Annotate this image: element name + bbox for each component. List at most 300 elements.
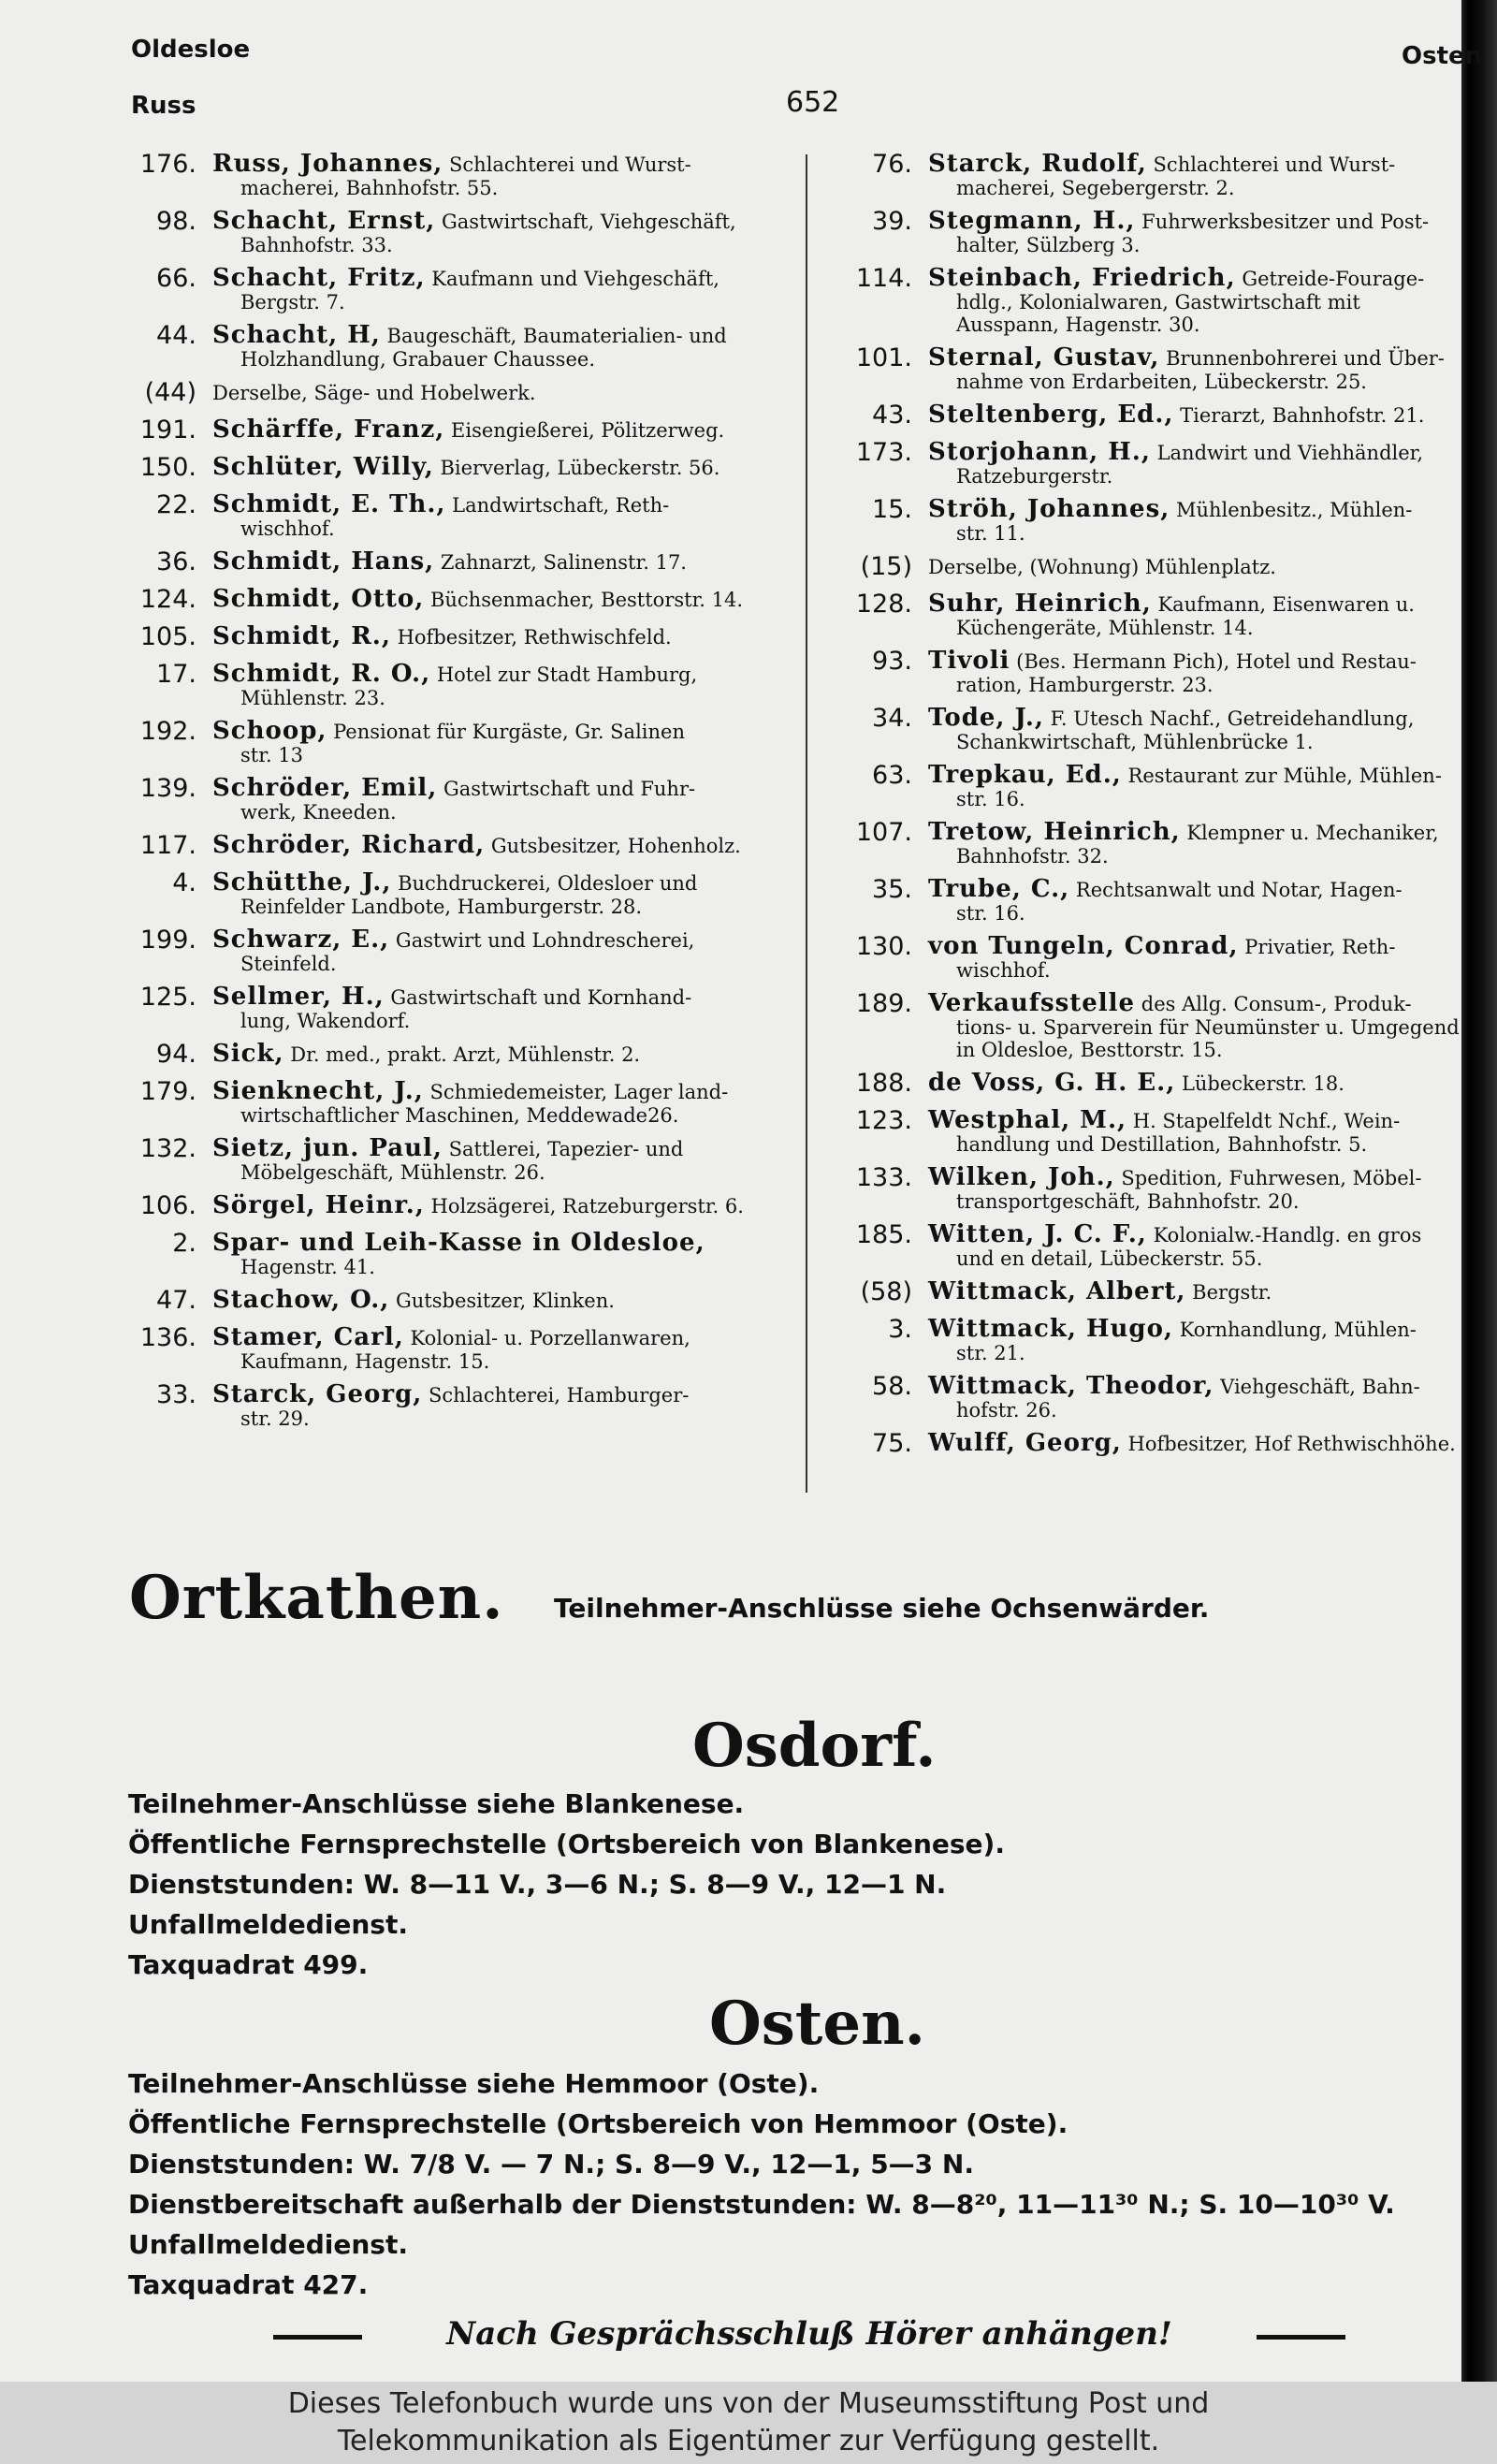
- entry-line: [928, 1372, 1464, 1402]
- entry-name: Tode, J.,: [928, 704, 1044, 732]
- entry-name: Schwarz, E.,: [212, 926, 390, 954]
- osdorf-info: [128, 1784, 1005, 1985]
- entry-details-continued: str. 16.: [956, 902, 1025, 925]
- entry-number: 22.: [156, 490, 196, 519]
- entry-line: [928, 207, 1464, 237]
- entry-number: 128.: [855, 590, 912, 619]
- entry-details-continued: hofstr. 26.: [956, 1399, 1057, 1422]
- entry-details: Gastwirtschaft, Viehgeschäft,: [442, 211, 736, 233]
- entry-line: [928, 875, 1464, 905]
- entry-details-continued: wischhof.: [240, 518, 335, 540]
- osdorf-line: Unfallmeldedienst.: [128, 1909, 408, 1940]
- credit-line-2: Telekommunikation als Eigentümer zur Verfügung gestellt.: [337, 2425, 1160, 2457]
- entry-name: Suhr, Heinrich,: [928, 590, 1152, 618]
- entry-number: 176.: [139, 150, 196, 179]
- entry-details-continued: macherei, Segebergerstr. 2.: [956, 177, 1235, 199]
- directory-entry: [122, 1286, 791, 1316]
- entry-line: [212, 1134, 791, 1164]
- entry-number: 125.: [139, 983, 196, 1012]
- entry-details: Büchsenmacher, Besttorstr. 14.: [429, 589, 744, 611]
- entry-name: Schlüter, Willy,: [212, 453, 434, 481]
- entry-number: 130.: [855, 932, 912, 961]
- directory-entry: [837, 1163, 1464, 1213]
- entry-line: [212, 1286, 791, 1316]
- footer-motto: Nach Gesprächsschluß Hörer anhängen!: [446, 2315, 1172, 2353]
- entry-details: Schlachterei, Hamburger-: [429, 1384, 690, 1407]
- entry-name: Schmidt, R.,: [212, 622, 391, 650]
- entry-line: [212, 1040, 791, 1070]
- entry-number: 132.: [139, 1134, 196, 1163]
- entry-number: (58): [860, 1277, 912, 1306]
- entry-details: Pensionat für Kurgäste, Gr. Salinen: [333, 721, 685, 743]
- directory-entry: [837, 1372, 1464, 1422]
- directory-entry: [837, 647, 1464, 696]
- entry-details-continued: wirtschaftlicher Maschinen, Meddewade26.: [240, 1104, 679, 1127]
- entry-number: 4.: [172, 868, 196, 897]
- directory-entry: [837, 207, 1464, 256]
- entry-number: 191.: [139, 416, 196, 445]
- entry-number: 136.: [139, 1323, 196, 1352]
- entry-line: [928, 401, 1464, 430]
- entry-number: 179.: [139, 1077, 196, 1106]
- entry-details: Bergstr.: [1192, 1281, 1272, 1304]
- osten-line: Unfallmeldedienst.: [128, 2229, 408, 2260]
- directory-entry: [122, 717, 791, 766]
- entry-number: 58.: [872, 1372, 912, 1401]
- entry-name: Wittmack, Albert,: [928, 1277, 1186, 1305]
- section-title-ortkathen: Ortkathen.: [129, 1563, 504, 1633]
- entry-number: 98.: [156, 207, 196, 236]
- directory-entry: [837, 590, 1464, 639]
- entry-name: Schröder, Emil,: [212, 774, 438, 802]
- entry-number: 66.: [156, 264, 196, 293]
- entry-details: Hofbesitzer, Hof Rethwischhöhe.: [1127, 1433, 1456, 1455]
- entry-line: [212, 490, 791, 520]
- entry-details-continued: transportgeschäft, Bahnhofstr. 20.: [956, 1190, 1300, 1213]
- entry-details: Dr. med., prakt. Arzt, Mühlenstr. 2.: [290, 1043, 641, 1066]
- entry-details: Fuhrwerksbesitzer und Post-: [1141, 211, 1430, 233]
- entry-details: Buchdruckerei, Oldesloer und: [398, 872, 698, 895]
- entry-name: Stachow, O.,: [212, 1286, 390, 1314]
- entry-number: 105.: [139, 622, 196, 651]
- footer-rule-left: [273, 2335, 362, 2340]
- entry-name: Ströh, Johannes,: [928, 495, 1170, 523]
- entry-line: [212, 622, 791, 652]
- column-divider: [806, 154, 807, 1493]
- entry-name: Schmidt, Otto,: [212, 585, 425, 613]
- header-first-name: Russ: [131, 92, 196, 120]
- osdorf-line: Teilnehmer-Anschlüsse siehe Blankenese.: [128, 1788, 745, 1819]
- entry-name: Westphal, M.,: [928, 1106, 1127, 1134]
- osdorf-line: Taxquadrat 499.: [128, 1949, 369, 1980]
- entry-details: Eisengießerei, Pölitzerweg.: [451, 419, 725, 442]
- entry-details-continued: Hagenstr. 41.: [240, 1256, 375, 1278]
- entry-line: [928, 438, 1464, 468]
- directory-entry: [122, 868, 791, 918]
- entry-line: [928, 552, 1464, 582]
- entry-number: 199.: [139, 926, 196, 955]
- ortkathen-note: Teilnehmer-Anschlüsse siehe Ochsenwärder.: [554, 1593, 1210, 1624]
- entry-line: [212, 774, 791, 804]
- osten-line: Teilnehmer-Anschlüsse siehe Hemmoor (Oste).: [128, 2068, 820, 2099]
- entry-details-continued: halter, Sülzberg 3.: [956, 234, 1141, 256]
- entry-line: [212, 1380, 791, 1410]
- entry-number: 35.: [872, 875, 912, 904]
- entry-name: Schoop,: [212, 717, 327, 745]
- entry-line: [928, 818, 1464, 848]
- entry-name: Schröder, Richard,: [212, 831, 486, 859]
- entry-name: Sienknecht, J.,: [212, 1077, 424, 1105]
- entry-number: 36.: [156, 547, 196, 576]
- entry-details-continued: hdlg., Kolonialwaren, Gastwirtschaft mit Ausspann, Hagenstr. 30.: [956, 291, 1360, 336]
- entry-name: Witten, J. C. F.,: [928, 1220, 1147, 1248]
- entry-line: [928, 1429, 1464, 1459]
- entry-name: Tivoli: [928, 647, 1010, 675]
- entry-details-continued: Möbelgeschäft, Mühlenstr. 26.: [240, 1161, 545, 1184]
- osten-line: Taxquadrat 427.: [128, 2269, 369, 2300]
- entry-line: [212, 1077, 791, 1107]
- entry-details-continued: str. 11.: [956, 522, 1025, 545]
- entry-details-continued: Schankwirtschaft, Mühlenbrücke 1.: [956, 731, 1314, 753]
- section-title-osten: Osten.: [709, 1989, 925, 2059]
- entry-name: Schärffe, Franz,: [212, 416, 445, 444]
- entry-details-continued: nahme von Erdarbeiten, Lübeckerstr. 25.: [956, 371, 1367, 393]
- entry-name: Wilken, Joh.,: [928, 1163, 1115, 1191]
- entry-details: Brunnenbohrerei und Über-: [1166, 347, 1445, 370]
- directory-entry: [122, 622, 791, 652]
- entry-line: [212, 868, 791, 898]
- directory-entry: [122, 490, 791, 540]
- directory-entry: [122, 1229, 791, 1278]
- entry-details: des Allg. Consum-, Produk-: [1141, 993, 1412, 1015]
- entry-line: [928, 932, 1464, 962]
- entry-details: Zahnarzt, Salinenstr. 17.: [440, 551, 687, 574]
- entry-number: 15.: [872, 495, 912, 524]
- entry-line: [928, 1315, 1464, 1345]
- entry-name: Schmidt, E. Th.,: [212, 490, 446, 518]
- entry-number: 150.: [139, 453, 196, 482]
- header-place: Oldesloe: [131, 36, 251, 64]
- entry-details: Gastwirtschaft und Fuhr-: [443, 778, 696, 800]
- directory-entry: [122, 1134, 791, 1184]
- entry-line: [212, 1191, 791, 1221]
- entry-number: 63.: [872, 761, 912, 790]
- entry-details: Bierverlag, Lübeckerstr. 56.: [440, 457, 720, 479]
- directory-entry: [837, 1429, 1464, 1459]
- entry-number: 107.: [855, 818, 912, 847]
- entry-details-continued: tions- u. Sparverein für Neumünster u. Umgegend in Oldesloe, Besttorstr. 15.: [956, 1016, 1460, 1061]
- directory-entry: [837, 1277, 1464, 1307]
- entry-details: Kolonialw.-Handlg. en gros: [1153, 1224, 1422, 1247]
- directory-entry: [122, 660, 791, 709]
- osten-line: Öffentliche Fernsprechstelle (Ortsbereich von Hemmoor (Oste).: [128, 2108, 1068, 2139]
- entry-number: 185.: [855, 1220, 912, 1249]
- directory-entry: [837, 438, 1464, 488]
- directory-entry: [122, 321, 791, 371]
- entry-details: Spedition, Fuhrwesen, Möbel-: [1121, 1167, 1422, 1189]
- entry-number: 173.: [855, 438, 912, 467]
- entry-name: Schütthe, J.,: [212, 868, 392, 897]
- entry-details: Schlachterei und Wurst-: [449, 153, 691, 176]
- entry-details: Holzsägerei, Ratzeburgerstr. 6.: [430, 1195, 744, 1217]
- entry-details-continued: Holzhandlung, Grabauer Chaussee.: [240, 348, 595, 371]
- directory-entry: [837, 1315, 1464, 1364]
- entry-details-continued: Küchengeräte, Mühlenstr. 14.: [956, 617, 1254, 639]
- entry-details-continued: lung, Wakendorf.: [240, 1010, 411, 1032]
- directory-entry: [837, 875, 1464, 925]
- osten-line: Dienstbereitschaft außerhalb der Dienststunden: W. 8—8²⁰, 11—11³⁰ N.; S. 10—10³⁰ V.: [128, 2189, 1395, 2220]
- directory-entry: [122, 1040, 791, 1070]
- entry-details-continued: str. 16.: [956, 788, 1025, 810]
- credit-banner: [0, 2382, 1497, 2464]
- entry-details: Klempner u. Mechaniker,: [1186, 822, 1439, 844]
- entry-line: [212, 926, 791, 955]
- directory-entry: [837, 1106, 1464, 1156]
- entry-number: 33.: [156, 1380, 196, 1409]
- entry-details-continued: macherei, Bahnhofstr. 55.: [240, 177, 499, 199]
- directory-entry: [122, 1323, 791, 1373]
- entry-details: (Bes. Hermann Pich), Hotel und Restau-: [1016, 650, 1417, 673]
- directory-entry: [837, 264, 1464, 336]
- entry-details: Derselbe, Säge- und Hobelwerk.: [212, 382, 536, 404]
- entry-details-continued: handlung und Destillation, Bahnhofstr. 5.: [956, 1133, 1368, 1156]
- directory-entry: [122, 378, 791, 408]
- entry-details: Schlachterei und Wurst-: [1153, 153, 1396, 176]
- entry-line: [212, 453, 791, 483]
- entry-name: Sellmer, H.,: [212, 983, 385, 1011]
- entry-name: Stamer, Carl,: [212, 1323, 404, 1351]
- entry-line: [928, 1106, 1464, 1136]
- directory-entry: [122, 926, 791, 975]
- directory-entry: [837, 552, 1464, 582]
- entry-details-continued: str. 29.: [240, 1407, 310, 1430]
- entry-line: [928, 1163, 1464, 1193]
- directory-entry: [122, 831, 791, 861]
- entry-number: 106.: [139, 1191, 196, 1220]
- entry-number: 117.: [139, 831, 196, 860]
- directory-entry: [837, 1069, 1464, 1099]
- entry-name: Wulff, Georg,: [928, 1429, 1122, 1457]
- osten-line: Dienststunden: W. 7/8 V. — 7 N.; S. 8—9 V., 12—1, 5—3 N.: [128, 2149, 974, 2180]
- entry-details: Kolonial- u. Porzellanwaren,: [410, 1327, 690, 1349]
- entry-details-continued: und en detail, Lübeckerstr. 55.: [956, 1247, 1263, 1270]
- directory-entry: [837, 932, 1464, 982]
- entry-line: [928, 647, 1464, 677]
- directory-entry: [122, 547, 791, 577]
- entry-name: Schmidt, R. O.,: [212, 660, 431, 688]
- directory-entry: [122, 585, 791, 615]
- directory-entry: [122, 416, 791, 445]
- entry-details-continued: wischhof.: [956, 959, 1051, 982]
- entry-details: Tierarzt, Bahnhofstr. 21.: [1180, 404, 1425, 427]
- entry-number: (15): [860, 552, 912, 581]
- entry-number: 76.: [872, 150, 912, 179]
- entry-details: Rechtsanwalt und Notar, Hagen-: [1075, 879, 1403, 901]
- entry-details: Kaufmann, Eisenwaren u.: [1157, 593, 1415, 616]
- entry-name: Starck, Georg,: [212, 1380, 423, 1408]
- directory-entry: [837, 150, 1464, 199]
- entry-number: 192.: [139, 717, 196, 746]
- directory-entry: [122, 1191, 791, 1221]
- entry-details-continued: ration, Hamburgerstr. 23.: [956, 674, 1214, 696]
- directory-entry: [122, 1077, 791, 1127]
- entry-name: Sternal, Gustav,: [928, 343, 1160, 372]
- entry-name: Stegmann, H.,: [928, 207, 1136, 235]
- entry-details-continued: Mühlenstr. 23.: [240, 687, 385, 709]
- directory-entry: [122, 453, 791, 483]
- footer-rule-right: [1257, 2335, 1345, 2340]
- entry-details-continued: str. 21.: [956, 1342, 1025, 1364]
- directory-entry: [837, 1220, 1464, 1270]
- entry-details-continued: Bergstr. 7.: [240, 291, 345, 313]
- entry-number: 44.: [156, 321, 196, 350]
- entry-number: 94.: [156, 1040, 196, 1069]
- entry-details: Getreide-Fourage-: [1242, 268, 1425, 290]
- entry-details: Baugeschäft, Baumaterialien- und: [386, 325, 727, 347]
- osten-info: [128, 2063, 1395, 2305]
- entry-number: (44): [144, 378, 196, 407]
- entry-line: [928, 704, 1464, 734]
- entry-name: Trube, C.,: [928, 875, 1070, 903]
- entry-line: [928, 590, 1464, 620]
- directory-entry: [837, 818, 1464, 868]
- entry-line: [928, 264, 1464, 294]
- left-column: [122, 150, 791, 1437]
- directory-entry: [122, 264, 791, 313]
- entry-line: [212, 150, 791, 180]
- directory-entry: [122, 150, 791, 199]
- entry-number: 43.: [872, 401, 912, 430]
- entry-details: Kornhandlung, Mühlen-: [1179, 1319, 1417, 1341]
- directory-entry: [122, 1380, 791, 1430]
- section-title-osdorf: Osdorf.: [692, 1711, 937, 1781]
- entry-name: Steinbach, Friedrich,: [928, 264, 1236, 292]
- directory-entry: [837, 704, 1464, 753]
- entry-name: Schacht, H,: [212, 321, 381, 349]
- entry-name: Starck, Rudolf,: [928, 150, 1147, 178]
- entry-details: Gastwirtschaft und Kornhand-: [390, 986, 692, 1009]
- page-number: 652: [786, 86, 840, 119]
- entry-line: [212, 983, 791, 1013]
- entry-details: Restaurant zur Mühle, Mühlen-: [1127, 765, 1442, 787]
- entry-details: Schmiedemeister, Lager land-: [429, 1081, 729, 1103]
- entry-details: Hofbesitzer, Rethwischfeld.: [397, 626, 672, 649]
- entry-number: 75.: [872, 1429, 912, 1458]
- entry-number: 189.: [855, 989, 912, 1018]
- entry-details: F. Utesch Nachf., Getreidehandlung,: [1050, 707, 1415, 730]
- entry-line: [928, 150, 1464, 180]
- right-column: [837, 150, 1464, 1466]
- entry-name: de Voss, G. H. E.,: [928, 1069, 1176, 1097]
- entry-number: 39.: [872, 207, 912, 236]
- entry-line: [212, 585, 791, 615]
- entry-details: Lübeckerstr. 18.: [1181, 1072, 1344, 1095]
- entry-number: 2.: [172, 1229, 196, 1258]
- directory-entry: [122, 207, 791, 256]
- directory-entry: [837, 343, 1464, 393]
- entry-details: Gutsbesitzer, Hohenholz.: [490, 835, 741, 857]
- entry-line: [928, 343, 1464, 373]
- entry-details: Mühlenbesitz., Mühlen-: [1175, 499, 1413, 521]
- entry-name: Sietz, jun. Paul,: [212, 1134, 443, 1162]
- entry-details: Gastwirt und Lohndrescherei,: [395, 929, 695, 952]
- entry-details: Privatier, Reth-: [1244, 936, 1396, 958]
- entry-details: Landwirtschaft, Reth-: [452, 494, 670, 517]
- entry-details: Landwirt und Viehhändler,: [1156, 442, 1424, 464]
- entry-name: Sick,: [212, 1040, 284, 1068]
- entry-details: Derselbe, (Wohnung) Mühlenplatz.: [928, 556, 1276, 578]
- directory-entry: [122, 774, 791, 824]
- directory-entry: [837, 989, 1464, 1061]
- entry-line: [212, 416, 791, 445]
- entry-number: 133.: [855, 1163, 912, 1192]
- directory-entry: [837, 495, 1464, 545]
- entry-line: [212, 660, 791, 690]
- scan-edge-shadow: [1461, 0, 1497, 2382]
- entry-number: 114.: [855, 264, 912, 293]
- entry-details-continued: str. 13: [240, 744, 304, 766]
- entry-details-continued: Bahnhofstr. 33.: [240, 234, 393, 256]
- credit-line-1: Dieses Telefonbuch wurde uns von der Museumsstiftung Post und: [287, 2387, 1210, 2420]
- entry-number: 139.: [139, 774, 196, 803]
- entry-number: 3.: [888, 1315, 912, 1344]
- entry-line: [928, 495, 1464, 525]
- directory-entry: [837, 761, 1464, 810]
- entry-name: Verkaufsstelle: [928, 989, 1136, 1017]
- entry-name: Trepkau, Ed.,: [928, 761, 1122, 789]
- entry-name: Steltenberg, Ed.,: [928, 401, 1174, 429]
- entry-line: [212, 547, 791, 577]
- entry-details: Gutsbesitzer, Klinken.: [396, 1290, 615, 1312]
- header-next-place: Osten: [1402, 42, 1483, 70]
- entry-number: 123.: [855, 1106, 912, 1135]
- entry-name: Schacht, Fritz,: [212, 264, 426, 292]
- entry-name: Russ, Johannes,: [212, 150, 443, 178]
- entry-details-continued: Bahnhofstr. 32.: [956, 845, 1109, 868]
- entry-name: Spar- und Leih-Kasse in Oldesloe,: [212, 1229, 705, 1257]
- osdorf-line: Dienststunden: W. 8—11 V., 3—6 N.; S. 8—9 V., 12—1 N.: [128, 1869, 947, 1900]
- entry-name: Wittmack, Theodor,: [928, 1372, 1214, 1400]
- entry-details: H. Stapelfeldt Nchf., Wein-: [1132, 1110, 1401, 1132]
- entry-line: [212, 717, 791, 747]
- entry-name: Wittmack, Hugo,: [928, 1315, 1173, 1343]
- entry-details-continued: Steinfeld.: [240, 953, 337, 975]
- entry-number: 124.: [139, 585, 196, 614]
- entry-details: Hotel zur Stadt Hamburg,: [436, 663, 698, 686]
- directory-entry: [837, 401, 1464, 430]
- entry-details: Kaufmann und Viehgeschäft,: [431, 268, 719, 290]
- entry-line: [928, 1277, 1464, 1307]
- entry-line: [212, 1229, 791, 1259]
- entry-number: 101.: [855, 343, 912, 372]
- entry-name: Tretow, Heinrich,: [928, 818, 1181, 846]
- entry-line: [212, 321, 791, 351]
- entry-line: [212, 831, 791, 861]
- osdorf-line: Öffentliche Fernsprechstelle (Ortsbereich von Blankenese).: [128, 1829, 1005, 1859]
- entry-number: 188.: [855, 1069, 912, 1098]
- entry-number: 34.: [872, 704, 912, 733]
- entry-details-continued: Reinfelder Landbote, Hamburgerstr. 28.: [240, 896, 643, 918]
- entry-details-continued: werk, Kneeden.: [240, 801, 397, 824]
- entry-line: [212, 207, 791, 237]
- entry-name: Storjohann, H.,: [928, 438, 1151, 466]
- entry-name: von Tungeln, Conrad,: [928, 932, 1239, 960]
- entry-name: Sörgel, Heinr.,: [212, 1191, 425, 1219]
- entry-details-continued: Kaufmann, Hagenstr. 15.: [240, 1350, 490, 1373]
- entry-details: Viehgeschäft, Bahn-: [1220, 1376, 1420, 1398]
- entry-number: 47.: [156, 1286, 196, 1315]
- entry-number: 93.: [872, 647, 912, 676]
